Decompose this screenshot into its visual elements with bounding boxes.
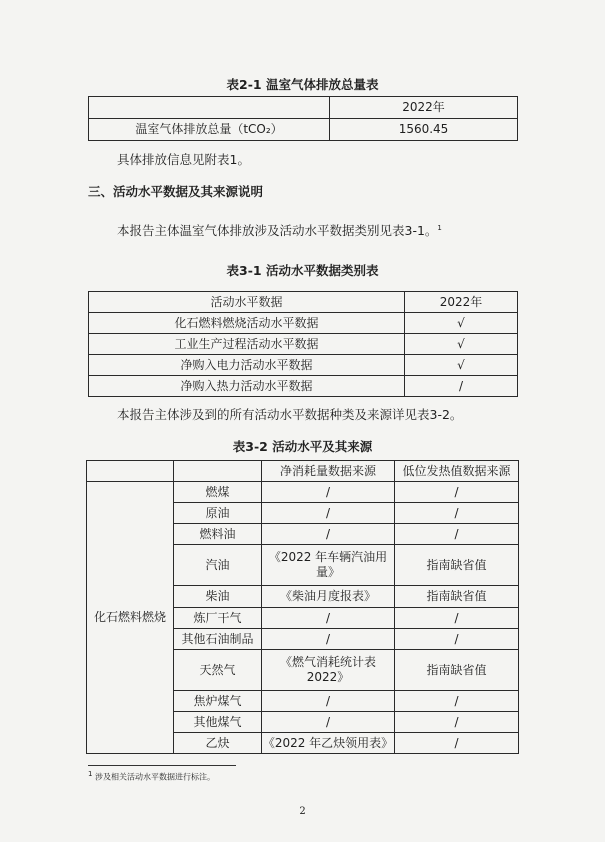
table-row-fuel: 乙炔 bbox=[174, 733, 262, 754]
table-row-value: √ bbox=[405, 355, 518, 376]
table-row-consumption: / bbox=[262, 712, 395, 733]
note-after-table-2-1: 具体排放信息见附表1。 bbox=[117, 152, 250, 167]
table-row-heat: / bbox=[395, 712, 519, 733]
table-row-consumption: 《2022 年乙炔领用表》 bbox=[262, 733, 395, 754]
table-2-1-caption: 表2-1 温室气体排放总量表 bbox=[226, 77, 379, 92]
table-row-consumption: / bbox=[262, 503, 395, 524]
table-3-2-caption: 表3-2 活动水平及其来源 bbox=[232, 439, 373, 454]
table-row-consumption: 《燃气消耗统计表 2022》 bbox=[262, 650, 395, 691]
table-row-consumption: / bbox=[262, 524, 395, 545]
table-3-1 bbox=[88, 291, 518, 397]
table-row-heat: / bbox=[395, 691, 519, 712]
table-row-value: / bbox=[405, 376, 518, 397]
table-row-label: 工业生产过程活动水平数据 bbox=[89, 334, 405, 355]
table-row-heat: / bbox=[395, 733, 519, 754]
section-3-heading: 三、活动水平数据及其来源说明 bbox=[88, 184, 264, 199]
page-number: 2 bbox=[299, 806, 306, 817]
footnote-divider bbox=[88, 765, 236, 766]
table-row-fuel: 燃料油 bbox=[174, 524, 262, 545]
table-row-consumption: 《柴油月度报表》 bbox=[262, 586, 395, 608]
table-row-heat: / bbox=[395, 629, 519, 650]
footnote bbox=[88, 770, 215, 783]
table-row-value: √ bbox=[405, 334, 518, 355]
section-3-intro-text: 本报告主体温室气体排放涉及活动水平数据类别见表3-1。 bbox=[117, 223, 438, 238]
table-row-heat: 指南缺省值 bbox=[395, 545, 519, 586]
table-row-consumption: / bbox=[262, 629, 395, 650]
table-row-label: 净购入热力活动水平数据 bbox=[89, 376, 405, 397]
table-3-1-caption: 表3-1 活动水平数据类别表 bbox=[226, 263, 379, 278]
table-row-heat: / bbox=[395, 524, 519, 545]
table-row-heat: 指南缺省值 bbox=[395, 586, 519, 608]
section-3-intro bbox=[117, 221, 442, 239]
table-3-2-group-label: 化石燃料燃烧 bbox=[87, 482, 174, 754]
table-3-2 bbox=[86, 460, 519, 754]
table-3-1-header-year: 2022年 bbox=[405, 292, 518, 313]
table-row-fuel: 汽油 bbox=[174, 545, 262, 586]
table-row-value: √ bbox=[405, 313, 518, 334]
note-after-table-3-1: 本报告主体涉及到的所有活动水平数据种类及来源详见表3-2。 bbox=[117, 407, 463, 422]
table-3-2-header-consumption: 净消耗量数据来源 bbox=[262, 461, 395, 482]
table-row-consumption: 《2022 年车辆汽油用量》 bbox=[262, 545, 395, 586]
table-3-2-header-empty-1 bbox=[87, 461, 174, 482]
table-row-fuel: 天然气 bbox=[174, 650, 262, 691]
table-2-1-row-value: 1560.45 bbox=[330, 119, 518, 141]
table-row-heat: / bbox=[395, 608, 519, 629]
table-row-fuel: 炼厂干气 bbox=[174, 608, 262, 629]
table-2-1-year-header: 2022年 bbox=[330, 97, 518, 119]
table-2-1-row-label: 温室气体排放总量（tCO₂） bbox=[89, 119, 330, 141]
table-3-2-header-empty-2 bbox=[174, 461, 262, 482]
footnote-ref: 1 bbox=[437, 223, 442, 232]
table-row-label: 化石燃料燃烧活动水平数据 bbox=[89, 313, 405, 334]
table-row-heat: / bbox=[395, 482, 519, 503]
table-row-heat: / bbox=[395, 503, 519, 524]
footnote-mark: 1 bbox=[88, 770, 93, 778]
table-row-consumption: / bbox=[262, 608, 395, 629]
table-3-2-header-heat: 低位发热值数据来源 bbox=[395, 461, 519, 482]
table-row-label: 净购入电力活动水平数据 bbox=[89, 355, 405, 376]
table-row-heat: 指南缺省值 bbox=[395, 650, 519, 691]
footnote-text: 涉及相关活动水平数据进行标注。 bbox=[95, 772, 216, 782]
table-2-1 bbox=[88, 96, 518, 141]
table-row-fuel: 燃煤 bbox=[174, 482, 262, 503]
table-2-1-empty-header bbox=[89, 97, 330, 119]
table-row-fuel: 柴油 bbox=[174, 586, 262, 608]
table-row-consumption: / bbox=[262, 482, 395, 503]
table-row-fuel: 焦炉煤气 bbox=[174, 691, 262, 712]
table-row-fuel: 其他石油制品 bbox=[174, 629, 262, 650]
table-row-fuel: 原油 bbox=[174, 503, 262, 524]
table-3-1-header-label: 活动水平数据 bbox=[89, 292, 405, 313]
table-row-fuel: 其他煤气 bbox=[174, 712, 262, 733]
table-row-consumption: / bbox=[262, 691, 395, 712]
